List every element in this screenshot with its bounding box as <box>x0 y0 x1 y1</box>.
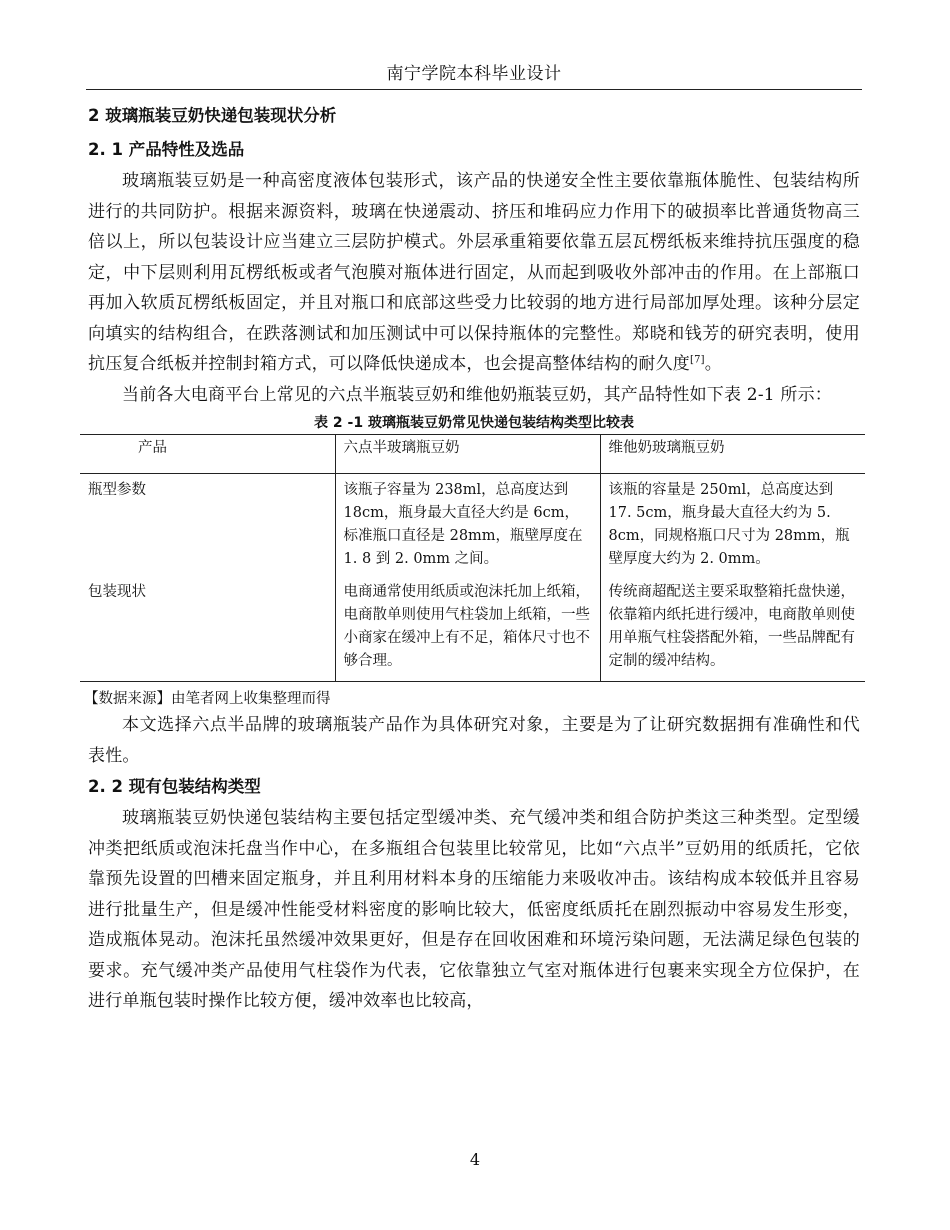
comparison-table <box>80 434 865 682</box>
table-header-row <box>80 435 865 474</box>
table-header-cell: 维他奶玻璃瓶豆奶 <box>600 435 865 474</box>
selection-paragraph: 本文选择六点半品牌的玻璃瓶装产品作为具体研究对象，主要是为了让研究数据拥有准确性和代表性。 <box>88 715 860 766</box>
table-row-label: 瓶型参数 <box>88 482 146 498</box>
section-2-1-heading: 2. 1 产品特性及选品 <box>88 140 245 159</box>
section-2-2-paragraph: 玻璃瓶装豆奶快递包装结构主要包括定型缓冲类、充气缓冲类和组合防护类这三种类型。定型缓冲类把纸质或泡沫托盘当作中心，在多瓶组合包装里比较常见，比如“六点半”豆奶用的纸质托，它依靠预先设置的凹槽来固定瓶身，并且利用材料本身的压缩能力来吸收冲击。该结构成本较低并且容易进行批量生产，但是缓冲性能受材料密度的影响比较大，低密度纸质托在剧烈振动中容易发生形变，造成瓶体晃动。泡沫托虽然缓冲效果更好，但是存在回收困难和环境污染问题，无法满足绿色包装的要求。充气缓冲类产品使用气柱袋作为代表，它依靠独立气室对瓶体进行包裹来实现全方位保护，在进行单瓶包装时操作比较方便，缓冲效率也比较高， <box>88 808 860 1011</box>
table-row <box>80 577 865 682</box>
paragraph-text: 玻璃瓶装豆奶是一种高密度液体包装形式，该产品的快递安全性主要依靠瓶体脆性、包装结构所进行的共同防护。根据来源资料，玻璃在快递震动、挤压和堆码应力作用下的破损率比普通货物高三倍以上，所以包装设计应当建立三层防护模式。外层承重箱要依靠五层瓦楞纸板来维持抗压强度的稳定，中下层则利用瓦楞纸板或者气泡膜对瓶体进行固定，从而起到吸收外部冲击的作用。在上部瓶口再加入软质瓦楞纸板固定，并且对瓶口和底部这些受力比较弱的地方进行局部加厚处理。该种分层定向填实的结构组合，在跌落测试和加压测试中可以保持瓶体的完整性。郑晓和钱芳的研究表明，使用抗压复合纸板并控制封箱方式，可以降低快递成本，也会提高整体结构的耐久度 <box>88 171 860 374</box>
table-header-cell: 产品 <box>80 435 335 474</box>
table-cell: 电商通常使用纸质或泡沫托加上纸箱，电商散单则使用气柱袋加上纸箱，一些小商家在缓冲上有不足，箱体尺寸也不够合理。 <box>335 577 600 682</box>
paragraph-end: 。 <box>704 354 722 374</box>
table-row-label: 包装现状 <box>88 584 146 600</box>
page-header: 南宁学院本科毕业设计 <box>86 62 862 90</box>
section-2-1-paragraph-1 <box>88 166 860 380</box>
table-cell: 该瓶子容量为 238ml，总高度达到 18cm，瓶身最大直径大约是 6cm，标准瓶口直径是 28mm，瓶壁厚度在 1. 8 到 2. 0mm 之间。 <box>335 474 600 578</box>
table-data-source: 【数据来源】由笔者网上收集整理而得 <box>84 691 331 707</box>
page-number: 4 <box>469 1150 481 1169</box>
section-2-1-paragraph-2: 当前各大电商平台上常见的六点半瓶装豆奶和维他奶瓶装豆奶，其产品特性如下表 2-1 所示： <box>122 384 832 405</box>
citation-7: [7] <box>690 354 705 366</box>
section-2-heading: 2 玻璃瓶装豆奶快递包装现状分析 <box>88 106 337 125</box>
table-cell: 传统商超配送主要采取整箱托盘快递，依靠箱内纸托进行缓冲，电商散单则使用单瓶气柱袋搭配外箱，一些品牌配有定制的缓冲结构。 <box>600 577 865 682</box>
section-2-2-heading: 2. 2 现有包装结构类型 <box>88 777 261 796</box>
page-body <box>84 98 860 1017</box>
table-cell: 该瓶的容量是 250ml，总高度达到 17. 5cm，瓶身最大直径大约为 5. 8cm，同规格瓶口尺寸为 28mm，瓶壁厚度大约为 2. 0mm。 <box>600 474 865 578</box>
table-caption: 表 2 -1 玻璃瓶装豆奶常见快递包装结构类型比较表 <box>314 415 634 431</box>
table-row <box>80 474 865 578</box>
table-header-cell: 六点半玻璃瓶豆奶 <box>335 435 600 474</box>
